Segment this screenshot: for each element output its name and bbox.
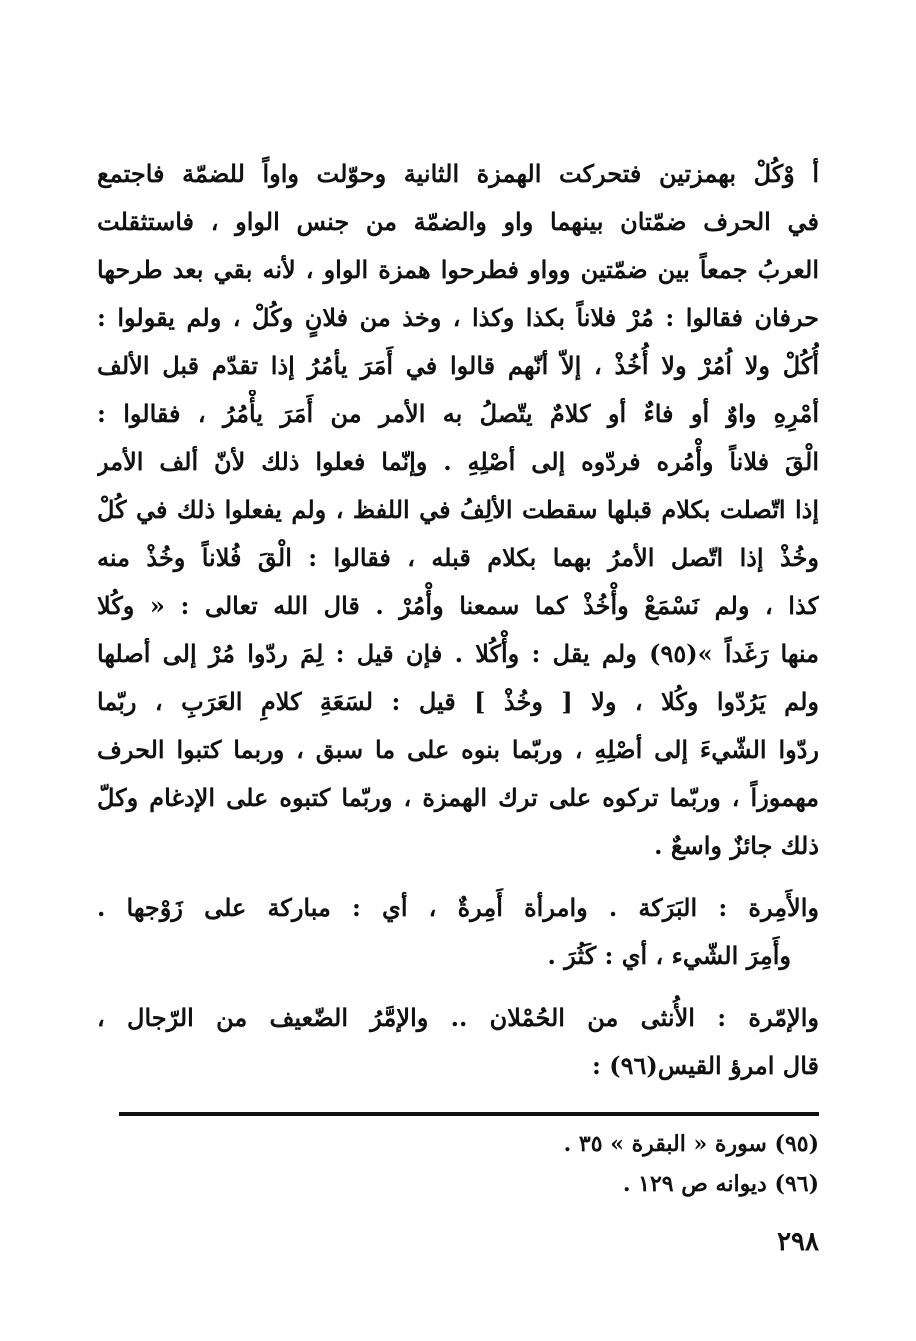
footnote: (٩٦) ديوانه ص ١٢٩ . — [622, 1171, 819, 1197]
text-line: قال امرؤ القيس(٩٦) : — [592, 1051, 819, 1080]
text-line: حرفان فقالوا : مُرْ فلاناً بكذا وكذا ، وخذ من فلانٍ وكُلْ ، ولم يقولوا : — [97, 303, 819, 332]
text-line: العربُ جمعاً بين ضمّتين وواو فطرحوا همزة الواو ، لأنه بقي بعد طرحها — [97, 255, 819, 284]
text-line: إذا اتّصلت بكلام قبلها سقطت الألِفُ في اللفظ ، ولم يفعلوا ذلك في كُلْ — [97, 495, 819, 524]
text-line: ذلك جائزٌ واسعٌ . — [654, 831, 819, 860]
text-line: كذا ، ولم نَسْمَعْ وأْخُذْ كما سمعنا وأْمُرْ . قال الله تعالى : « وكُلا — [97, 591, 819, 620]
page-number: ٢٩٨ — [777, 1227, 819, 1257]
text-line: وأَمِرَ الشّيء ، أي : كَثُرَ . — [547, 941, 791, 970]
text-line: أمْرِهِ واوٌ أو فاءٌ أو كلامٌ يتّصلُ به الأمر من أَمَرَ يأْمُرُ ، فقالوا : — [97, 399, 819, 428]
text-line: أُكُلْ ولا اُمُرْ ولا أُخُذْ ، إلاّ أنّهم قالوا في أَمَرَ يأمُرُ إذا تقدّم قبل الألف — [97, 351, 819, 380]
text-line: الْقَ فلاناً وأْمُره فردّوه إلى أصْلِهِ . وإنّما فعلوا ذلك لأنّ ألف الأمر — [97, 447, 819, 476]
text-line: أ وْكُلْ بهمزتين فتحركت الهمزة الثانية وحوّلت واواً للضمّة فاجتمع — [97, 159, 819, 188]
footnotes — [97, 1124, 819, 1204]
footnote: (٩٥) سورة « البقرة » ٣٥ . — [563, 1131, 819, 1157]
paragraph-3 — [97, 994, 819, 1090]
text-line: في الحرف ضمّتان بينهما واو والضمّة من جنس الواو ، فاستثقلت — [97, 207, 819, 236]
main-text — [97, 150, 819, 1104]
text-line: مهموزاً ، وربّما تركوه على ترك الهمزة ، وربّما كتبوه على الإدغام وكلّ — [97, 783, 819, 812]
text-line: منها رَغَداً »(٩٥) ولم يقل : وأْكُلا . فإن قيل : لِمَ ردّوا مُرْ إلى أصلها — [97, 639, 819, 668]
text-line: وخُذْ إذا اتّصل الأمرُ بهما بكلام قبله ، فقالوا : الْقَ فُلاناً وخُذْ منه — [97, 543, 819, 572]
text-line: والإمّرة : الأُنثى من الحُمْلان .. والإمَّرُ الضّعيف من الرّجال ، — [97, 1003, 819, 1032]
text-line: ردّوا الشّيءَ إلى أصْلِهِ ، وربّما بنوه على ما سبق ، وربما كتبوا الحرف — [97, 735, 819, 764]
paragraph-2 — [97, 884, 819, 980]
text-line: والأَمِرة : البَرَكة . وامرأة أَمِرةٌ ، أي : مباركة على زَوْجها . — [97, 893, 819, 922]
text-line: ولم يَرُدّوا وكُلا ، ولا [ وخُذْ ] قيل : لسَعَةِ كلامِ العَرَبِ ، ربّما — [97, 687, 819, 716]
footnote-divider — [119, 1112, 819, 1116]
paragraph-1 — [97, 150, 819, 870]
